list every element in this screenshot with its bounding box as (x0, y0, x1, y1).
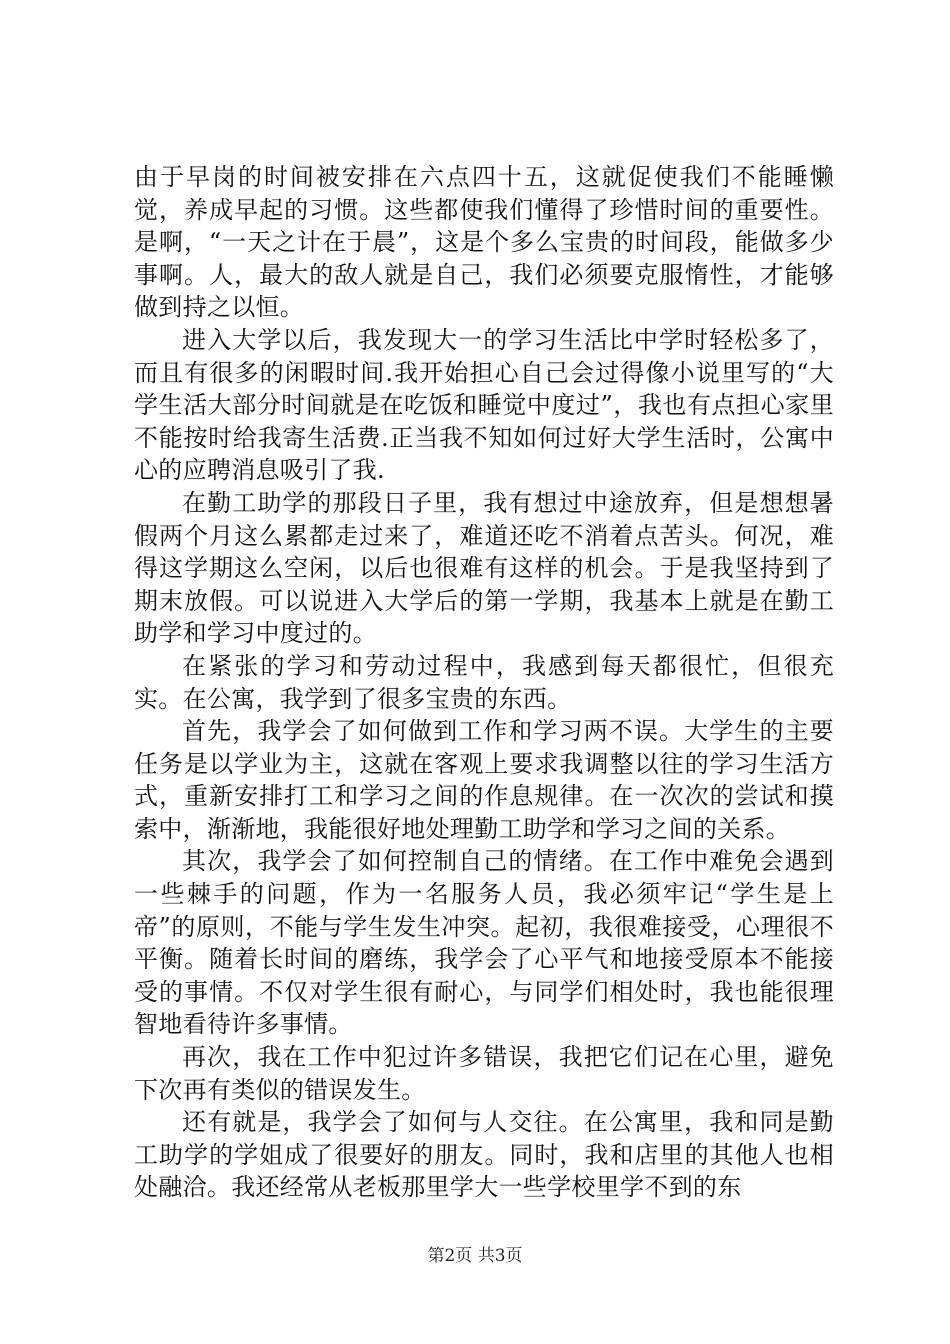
paragraph-6: 其次，我学会了如何控制自己的情绪。在工作中难免会遇到一些棘手的问题，作为一名服务人员，我必须牢记“学生是上帝”的原则，不能与学生发生冲突。起初，我很难接受，心理很不平衡。随着长时间的磨练，我学会了心平气和地接受原本不能接受的事情。不仅对学生很有耐心，与同学们相处时，我也能很理智地看待许多事情。 (134, 847, 834, 1039)
page-footer (0, 1244, 950, 1268)
paragraph-3: 在勤工助学的那段日子里，我有想过中途放弃，但是想想暑假两个月这么累都走过来了，难道还吃不消着点苦头。何况，难得这学期这么空闲，以后也很难有这样的机会。于是我坚持到了期末放假。可以说进入大学后的第一学期，我基本上就是在勤工助学和学习中度过的。 (134, 488, 834, 648)
paragraph-7: 再次，我在工作中犯过许多错误，我把它们记在心里，避免下次再有类似的错误发生。 (134, 1043, 834, 1104)
page-number-label: 第2页 共3页 (427, 1246, 523, 1266)
paragraph-8: 还有就是，我学会了如何与人交往。在公寓里，我和同是勤工助学的学姐成了很要好的朋友。同时，我和店里的其他人也相处融洽。我还经常从老板那里学大一些学校里学不到的东 (134, 1108, 834, 1202)
document-body (134, 161, 834, 1204)
paragraph-1: 由于早岗的时间被安排在六点四十五，这就促使我们不能睡懒觉，养成早起的习惯。这些都使我们懂得了珍惜时间的重要性。是啊，“一天之计在于晨”，这是个多么宝贵的时间段，能做多少事啊。人，最大的敌人就是自己，我们必须要克服惰性，才能够做到持之以恒。 (134, 163, 834, 322)
paragraph-5: 首先，我学会了如何做到工作和学习两不误。大学生的主要任务是以学业为主，这就在客观上要求我调整以往的学习生活方式，重新安排打工和学习之间的作息规律。在一次次的尝试和摸索中，渐渐地，我能很好地处理勤工助学和学习之间的关系。 (134, 717, 834, 843)
paragraph-2: 进入大学以后，我发现大一的学习生活比中学时轻松多了，而且有很多的闲暇时间.我开始担心自己会过得像小说里写的“大学生活大部分时间就是在吃饭和睡觉中度过”，我也有点担心家里不能按时给我寄生活费.正当我不知如何过好大学生活时，公寓中心的应聘消息吸引了我. (134, 325, 834, 485)
paragraph-4: 在紧张的学习和劳动过程中，我感到每天都很忙，但很充实。在公寓，我学到了很多宝贵的东西。 (134, 651, 834, 713)
